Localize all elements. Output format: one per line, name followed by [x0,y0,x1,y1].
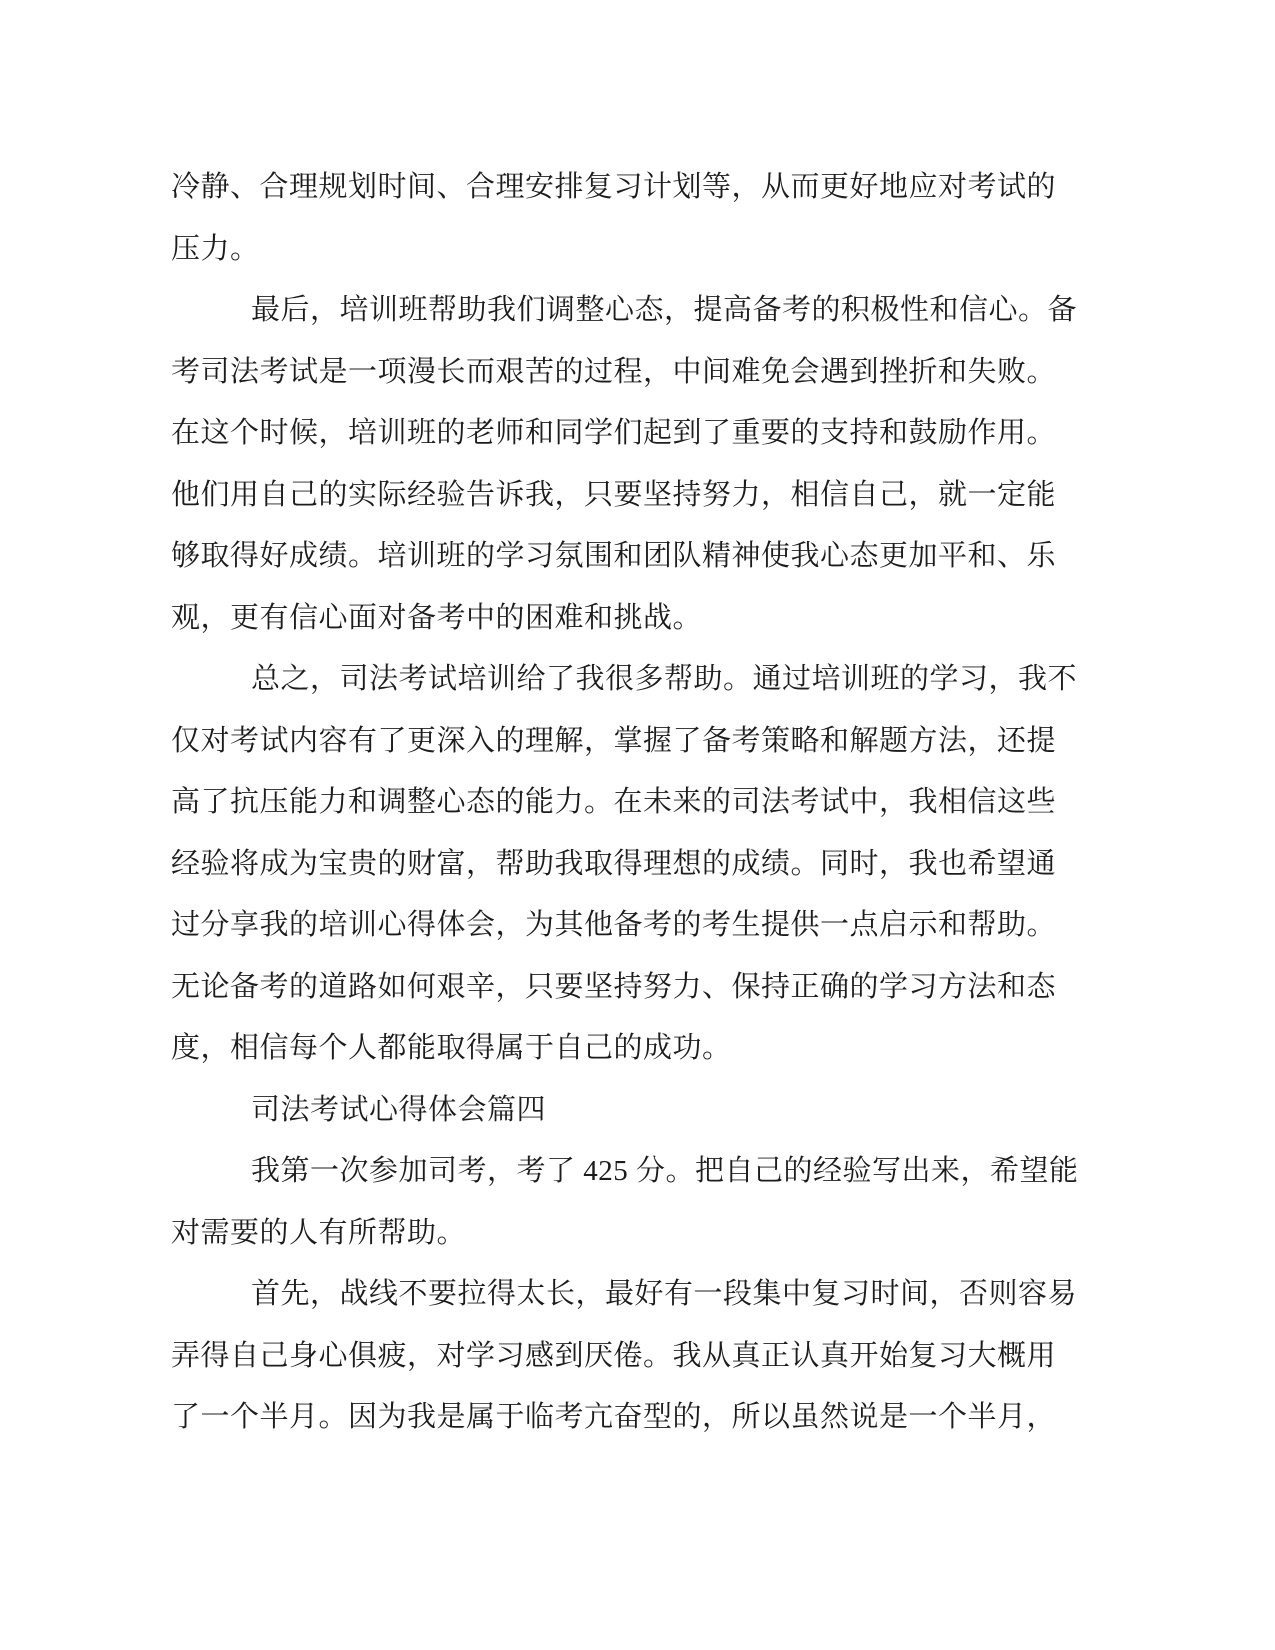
text-line: 我第一次参加司考，考了 425 分。把自己的经验写出来，希望能 [251,1155,1079,1187]
text-line: 够取得好成绩。培训班的学习氛围和团队精神使我心态更加平和、乐 [171,540,1057,572]
text-line: 高了抗压能力和调整心态的能力。在未来的司法考试中，我相信这些 [171,786,1057,818]
text-line: 观，更有信心面对备考中的困难和挑战。 [171,601,703,634]
text-line: 他们用自己的实际经验告诉我，只要坚持努力，相信自己，就一定能 [171,478,1057,511]
text-line: 最后，培训班帮助我们调整心态，提高备考的积极性和信心。备 [251,294,1078,326]
text-line: 弄得自己身心俱疲，对学习感到厌倦。我从真正认真开始复习大概用 [171,1339,1057,1372]
text-line: 在这个时候，培训班的老师和同学们起到了重要的支持和鼓励作用。 [171,417,1057,449]
text-line: 过分享我的培训心得体会，为其他备考的考生提供一点启示和帮助。 [171,909,1057,941]
document-body [171,157,1091,1449]
text-line: 考司法考试是一项漫长而艰苦的过程，中间难免会遇到挫折和失败。 [171,355,1057,388]
text-line: 首先，战线不要拉得太长，最好有一段集中复习时间，否则容易 [251,1278,1078,1310]
text-line: 对需要的人有所帮助。 [171,1216,467,1249]
text-line: 压力。 [171,232,260,265]
text-line: 度，相信每个人都能取得属于自己的成功。 [171,1032,732,1064]
text-line: 经验将成为宝贵的财富，帮助我取得理想的成绩。同时，我也希望通 [171,847,1057,880]
text-line: 司法考试心得体会篇四 [251,1093,547,1126]
text-line: 仅对考试内容有了更深入的理解，掌握了备考策略和解题方法，还提 [171,724,1057,757]
text-line: 总之，司法考试培训给了我很多帮助。通过培训班的学习，我不 [251,663,1078,695]
text-line: 了一个半月。因为我是属于临考亢奋型的，所以虽然说是一个半月， [171,1401,1057,1433]
text-line: 无论备考的道路如何艰辛，只要坚持努力、保持正确的学习方法和态 [171,970,1057,1003]
text-line: 冷静、合理规划时间、合理安排复习计划等，从而更好地应对考试的 [171,171,1057,203]
